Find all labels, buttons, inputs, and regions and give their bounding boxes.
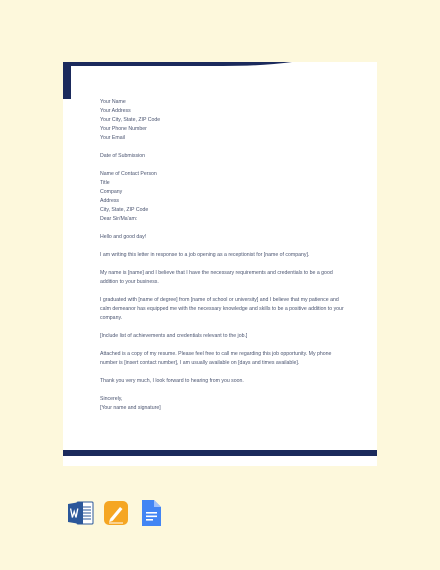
letter-body (100, 98, 350, 413)
pages-icon[interactable] (103, 500, 129, 526)
signature: [Your name and signature] (100, 405, 161, 411)
sender-email: Your Email (100, 135, 125, 141)
google-docs-icon[interactable] (138, 500, 164, 526)
sender-city: Your City, State, ZIP Code (100, 117, 161, 123)
header-accent (63, 62, 377, 102)
paragraph-achievements: [Include list of achievements and credentials relevant to the job.] (100, 333, 248, 339)
sender-address: Your Address (100, 108, 131, 114)
recipient-name: Name of Contact Person (100, 171, 157, 177)
word-icon[interactable] (68, 500, 94, 526)
paragraph-education: I graduated with [name of degree] from [name of school or university] and I believe that my patience and calm demeanor has equipped me with the necessary knowledge and skills to be a positive addition to your company. (100, 297, 344, 321)
paragraph-intro: I am writing this letter in response to a job opening as a receptionist for [name of company]. (100, 252, 310, 258)
sender-phone: Your Phone Number (100, 126, 147, 132)
paragraph-qualification: My name is [name] and I believe that I have the necessary requirements and credentials to be a good addition to your business. (100, 270, 333, 285)
submission-date: Date of Submission (100, 153, 145, 159)
footer-accent (63, 450, 377, 456)
closing: Sincerely, (100, 396, 123, 402)
salutation: Dear Sir/Ma'am: (100, 216, 138, 222)
sender-name: Your Name (100, 99, 126, 105)
paragraph-contact: Attached is a copy of my resume. Please feel free to call me regarding this job opportunity. My phone number is [insert contact number], I am usually available on [days and times available]. (100, 351, 332, 366)
greeting: Hello and good day! (100, 234, 147, 240)
recipient-title: Title (100, 180, 110, 186)
recipient-company: Company (100, 189, 123, 195)
recipient-address: Address (100, 198, 120, 204)
letter-page (63, 62, 377, 466)
recipient-city: City, State, ZIP Code (100, 207, 149, 213)
paragraph-thanks: Thank you very much, I look forward to hearing from you soon. (100, 378, 244, 384)
